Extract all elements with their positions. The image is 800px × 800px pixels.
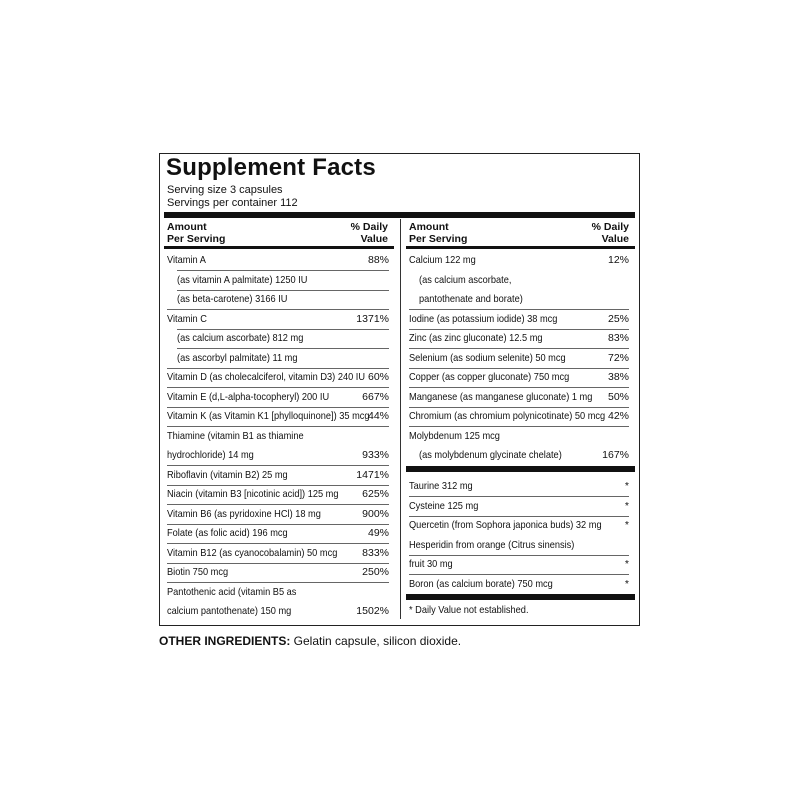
daily-value: 1502% <box>356 605 389 617</box>
nutrient-row <box>167 290 389 309</box>
nutrient-name: hydrochloride) 14 mg <box>167 449 254 461</box>
nutrient-name: Boron (as calcium borate) 750 mcg <box>409 577 553 590</box>
nutrient-row <box>409 407 629 426</box>
daily-value: 250% <box>362 566 389 578</box>
nutrient-name: Thiamine (vitamin B1 as thiamine <box>167 429 304 442</box>
nutrient-row <box>167 524 389 543</box>
supplement-facts-panel <box>159 153 640 626</box>
daily-value: 900% <box>362 507 389 520</box>
right-header-bar <box>406 246 635 249</box>
nutrient-name: Calcium 122 mg <box>409 254 476 266</box>
nutrient-name: Vitamin D (as cholecalciferol, vitamin D3) 240 IU <box>167 371 366 383</box>
nutrient-row <box>167 505 389 524</box>
nutrient-name: Selenium (as sodium selenite) 50 mcg <box>409 351 566 364</box>
nutrient-name: (as beta-carotene) 3166 IU <box>177 293 288 305</box>
amount-label: Amount <box>409 221 449 233</box>
right-mid-thick-bar <box>406 466 635 472</box>
nutrient-row <box>409 271 629 290</box>
nutrient-row <box>167 563 389 582</box>
nutrient-row <box>167 407 389 426</box>
left-amount-header <box>167 221 225 245</box>
daily-value: 50% <box>607 390 629 403</box>
nutrient-name: calcium pantothenate) 150 mg <box>167 605 292 617</box>
nutrient-name: Hesperidin from orange (Citrus sinensis) <box>409 538 575 551</box>
daily-value: 667% <box>362 390 389 403</box>
nutrient-row <box>167 602 389 621</box>
nutrient-name: Taurine 312 mg <box>409 480 473 492</box>
nutrient-row <box>409 575 629 594</box>
other-ingredients-text: Gelatin capsule, silicon dioxide. <box>290 634 462 648</box>
nutrient-name: Copper (as copper gluconate) 750 mcg <box>409 371 570 383</box>
daily-value: 83% <box>607 332 629 344</box>
panel-title: Supplement Facts <box>166 154 376 181</box>
nutrient-name: Iodine (as potassium iodide) 38 mcg <box>409 312 558 325</box>
nutrient-name: Biotin 750 mcg <box>167 566 229 578</box>
left-header-bar <box>164 246 394 249</box>
nutrient-name: (as calcium ascorbate) 812 mg <box>177 332 304 344</box>
daily-value: 1471% <box>356 468 389 481</box>
nutrient-row <box>167 544 389 563</box>
nutrient-row <box>409 516 629 535</box>
nutrient-row <box>167 485 389 504</box>
daily-label: % Daily <box>350 221 388 233</box>
nutrient-name: Vitamin C <box>167 312 207 325</box>
nutrient-name: Pantothenic acid (vitamin B5 as <box>167 585 297 598</box>
nutrient-row <box>409 310 629 329</box>
nutrient-row <box>409 329 629 348</box>
nutrient-row <box>409 427 629 446</box>
right-bottom-thick-bar <box>406 594 635 600</box>
nutrient-row <box>409 290 629 309</box>
nutrient-name: Vitamin B6 (as pyridoxine HCl) 18 mg <box>167 507 321 520</box>
nutrient-row <box>167 251 389 270</box>
nutrient-row <box>409 251 629 270</box>
daily-value: * <box>624 519 629 531</box>
daily-value: 1371% <box>356 312 389 325</box>
nutrient-row <box>167 427 389 446</box>
other-ingredients <box>159 634 461 648</box>
value-label: Value <box>360 233 388 245</box>
nutrient-row <box>167 466 389 485</box>
column-divider <box>400 219 401 619</box>
daily-label: % Daily <box>591 221 629 233</box>
value-label: Value <box>601 233 629 245</box>
nutrient-name: Niacin (vitamin B3 [nicotinic acid]) 125 mg <box>167 488 339 500</box>
nutrient-row <box>409 536 629 555</box>
daily-value: 12% <box>607 254 629 266</box>
daily-value: 42% <box>607 410 629 422</box>
nutrient-row <box>167 271 389 290</box>
top-thick-bar <box>164 212 635 218</box>
nutrient-name: Molybdenum 125 mcg <box>409 429 500 442</box>
nutrient-row <box>167 446 389 465</box>
daily-value: * <box>624 480 629 492</box>
nutrient-name: (as vitamin A palmitate) 1250 IU <box>177 273 308 286</box>
right-dv-header <box>581 221 629 245</box>
nutrient-row <box>167 349 389 368</box>
nutrient-row <box>409 368 629 387</box>
nutrient-row <box>167 368 389 387</box>
nutrient-row <box>409 349 629 368</box>
right-amount-header <box>409 221 467 245</box>
nutrient-name: (as ascorbyl palmitate) 11 mg <box>177 351 298 364</box>
servings-per-container: Servings per container 112 <box>167 197 298 209</box>
nutrient-row <box>409 497 629 516</box>
nutrient-name: Vitamin E (d,L-alpha-tocopheryl) 200 IU <box>167 390 330 403</box>
nutrient-row <box>409 477 629 496</box>
daily-value: 167% <box>602 449 629 461</box>
amount-label: Amount <box>167 221 207 233</box>
left-dv-header <box>340 221 388 245</box>
nutrient-row <box>409 446 629 465</box>
nutrient-name: (as molybdenum glycinate chelate) <box>419 449 562 461</box>
daily-value: * <box>624 558 629 570</box>
nutrient-name: Vitamin K (as Vitamin K1 [phylloquinone]) 35 mcg <box>167 410 370 422</box>
nutrient-name: (as calcium ascorbate, <box>419 273 512 286</box>
daily-value: 88% <box>367 254 389 266</box>
nutrient-row <box>167 388 389 407</box>
nutrient-row <box>409 555 629 574</box>
daily-value: 44% <box>367 410 389 422</box>
daily-value: * <box>624 499 629 512</box>
nutrient-name: Riboflavin (vitamin B2) 25 mg <box>167 468 288 481</box>
daily-value: 49% <box>367 527 389 539</box>
daily-value: 833% <box>362 546 389 559</box>
nutrient-name: Manganese (as manganese gluconate) 1 mg <box>409 390 593 403</box>
nutrient-name: Folate (as folic acid) 196 mcg <box>167 527 288 539</box>
nutrient-name: Vitamin A <box>167 254 206 266</box>
daily-value: 933% <box>362 449 389 461</box>
daily-value: 25% <box>607 312 629 325</box>
footnote: * Daily Value not established. <box>409 604 529 616</box>
nutrient-name: fruit 30 mg <box>409 558 453 570</box>
per-serving-label: Per Serving <box>409 233 468 245</box>
nutrient-name: Quercetin (from Sophora japonica buds) 32 mg <box>409 519 602 531</box>
daily-value: * <box>624 577 629 590</box>
nutrient-row <box>409 388 629 407</box>
daily-value: 38% <box>607 371 629 383</box>
nutrient-row <box>167 310 389 329</box>
nutrient-name: Zinc (as zinc gluconate) 12.5 mg <box>409 332 543 344</box>
nutrient-row <box>167 329 389 348</box>
per-serving-label: Per Serving <box>167 233 226 245</box>
nutrient-name: pantothenate and borate) <box>419 293 523 305</box>
nutrient-row <box>167 583 389 602</box>
daily-value: 625% <box>362 488 389 500</box>
nutrient-name: Chromium (as chromium polynicotinate) 50 mcg <box>409 410 606 422</box>
daily-value: 72% <box>607 351 629 364</box>
nutrient-name: Vitamin B12 (as cyanocobalamin) 50 mcg <box>167 546 338 559</box>
nutrient-name: Cysteine 125 mg <box>409 499 479 512</box>
serving-size: Serving size 3 capsules <box>167 184 283 196</box>
daily-value: 60% <box>367 371 389 383</box>
other-ingredients-label: OTHER INGREDIENTS: <box>159 634 291 648</box>
